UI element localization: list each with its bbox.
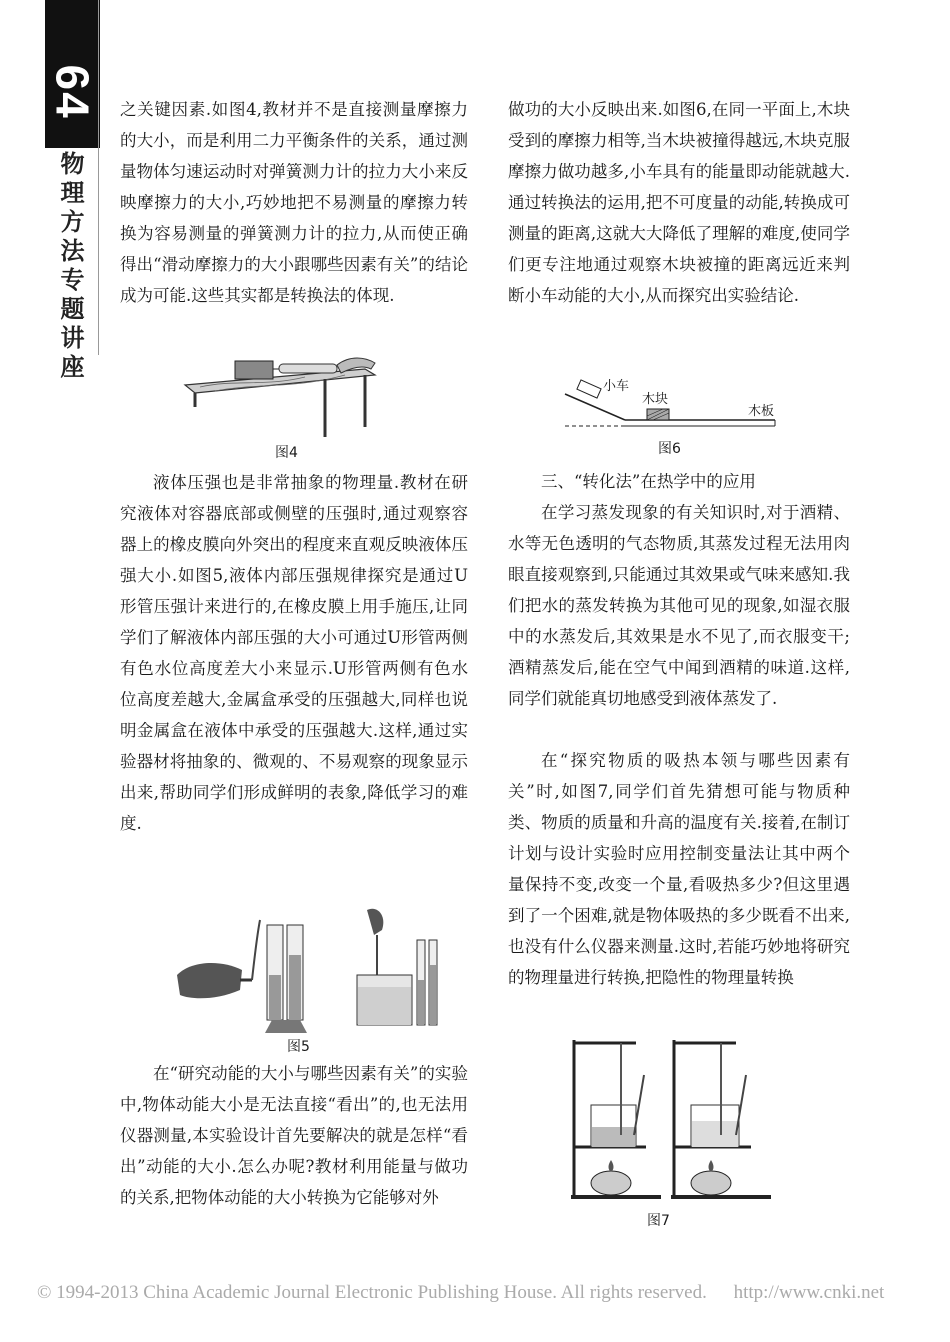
paragraph-friction: 之关键因素.如图4,教材并不是直接测量摩擦力的大小，而是利用二力平衡条件的关系，通过测量物体匀速运动时对弹簧测力计的拉力大小来反映摩擦力的大小,巧妙地把不易测量的摩擦力转换为容易测量的弹簧测力计的拉力,从而使正确得出“滑动摩擦力的大小跟哪些因素有关”的结论成为可能.这些其实都是转换法的体现. xyxy=(120,100,468,305)
figure-6 xyxy=(560,372,780,432)
figure-7 xyxy=(566,1035,776,1200)
footer-url: http://www.cnki.net xyxy=(733,1282,885,1303)
right-heading xyxy=(508,466,850,497)
sidebar-divider xyxy=(98,0,99,355)
paragraph-liquid-pressure: 液体压强也是非常抽象的物理量.教材在研究液体对容器底部或侧壁的压强时,通过观察容器上的橡皮膜向外突出的程度来直观反映液体压强大小.如图5,液体内部压强规律探究是通过U形管压强计来进行的,在橡皮膜上用手施压,让同学们了解液体内部压强的大小可通过U形管两侧有色水位高度差大小来显示.U形管两侧有色水位高度差越大,金属盒承受的压强越大,同样也说明金属盒在液体中承受的压强越大.这样,通过实验器材将抽象的、微观的、不易观察的现象显示出来,帮助同学们形成鲜明的表象,降低学习的难度. xyxy=(120,473,468,833)
right-paragraph-3 xyxy=(508,745,850,993)
figure-5-caption: 图5 xyxy=(287,1039,310,1055)
page-number-tab xyxy=(45,0,100,148)
left-paragraph-1 xyxy=(120,94,468,344)
friction-apparatus-illustration xyxy=(175,347,405,442)
section-title: 物理方法专题讲座 xyxy=(60,150,85,381)
left-paragraph-3 xyxy=(120,1058,468,1213)
page-number: 64 xyxy=(46,64,99,120)
paragraph-kinetic-energy: 在“研究动能的大小与哪些因素有关”的实验中,物体动能大小是无法直接“看出”的,也无法用仪器测量,本实验设计首先要解决的就是怎样“看出”动能的大小.怎么办呢?教材利用能量与做功的关系,把物体动能的大小转换为它能够对外 xyxy=(120,1064,468,1207)
u-tube-manometer-illustration xyxy=(172,905,457,1035)
right-paragraph-2 xyxy=(508,497,850,714)
figure-7-caption: 图7 xyxy=(647,1213,670,1229)
paragraph-evaporation: 在学习蒸发现象的有关知识时,对于酒精、水等无色透明的气态物质,其蒸发过程无法用肉眼直接观察到,只能通过其效果或气味来感知.我们把水的蒸发转换为其他可见的现象,如湿衣服中的水蒸发后,其效果是水不见了,而衣服变干;酒精蒸发后,能在空气中闻到酒精的味道.这样,同学们就能真切地感受到液体蒸发了. xyxy=(508,503,850,708)
cart-label: 小车 xyxy=(603,379,630,394)
paragraph-work-energy: 做功的大小反映出来.如图6,在同一平面上,木块受到的摩擦力相等,当木块被撞得越远,木块克服摩擦力做功越多,小车具有的能量即动能就越大.通过转换法的运用,把不可度量的动能,转换成可测量的距离,这就大大降低了理解的难度,使同学们更专注地通过观察木块被撞的距离远近来判断小车动能的大小,从而探究出实验结论. xyxy=(508,100,850,305)
cart-block-illustration xyxy=(560,372,780,432)
heating-beakers-illustration xyxy=(566,1035,776,1200)
figure-5 xyxy=(172,905,457,1035)
figure-4 xyxy=(175,347,405,442)
right-paragraph-1 xyxy=(508,94,850,311)
figure-4-caption: 图4 xyxy=(275,445,298,461)
paragraph-heat-absorption: 在“探究物质的吸热本领与哪些因素有关”时,如图7,同学们首先猜想可能与物质种类、物质的质量和升高的温度有关.接着,在制订计划与设计实验时应用控制变量法让其中两个量保持不变,改变一个量,看吸热多少?但这里遇到了一个困难,就是物体吸热的多少既看不出来,也没有什么仪器来测量.这时,若能巧妙地将研究的物理量进行转换,把隐性的物理量转换 xyxy=(508,751,850,987)
block-label: 木块 xyxy=(642,392,669,407)
figure-6-caption: 图6 xyxy=(658,441,681,457)
left-paragraph-2 xyxy=(120,467,468,839)
board-label: 木板 xyxy=(748,404,775,419)
copyright-text: © 1994-2013 China Academic Journal Electronic Publishing House. All rights reserved. xyxy=(37,1282,707,1303)
copyright-footer xyxy=(37,1282,950,1304)
section-heading: 三、“转化法”在热学中的应用 xyxy=(541,472,756,491)
